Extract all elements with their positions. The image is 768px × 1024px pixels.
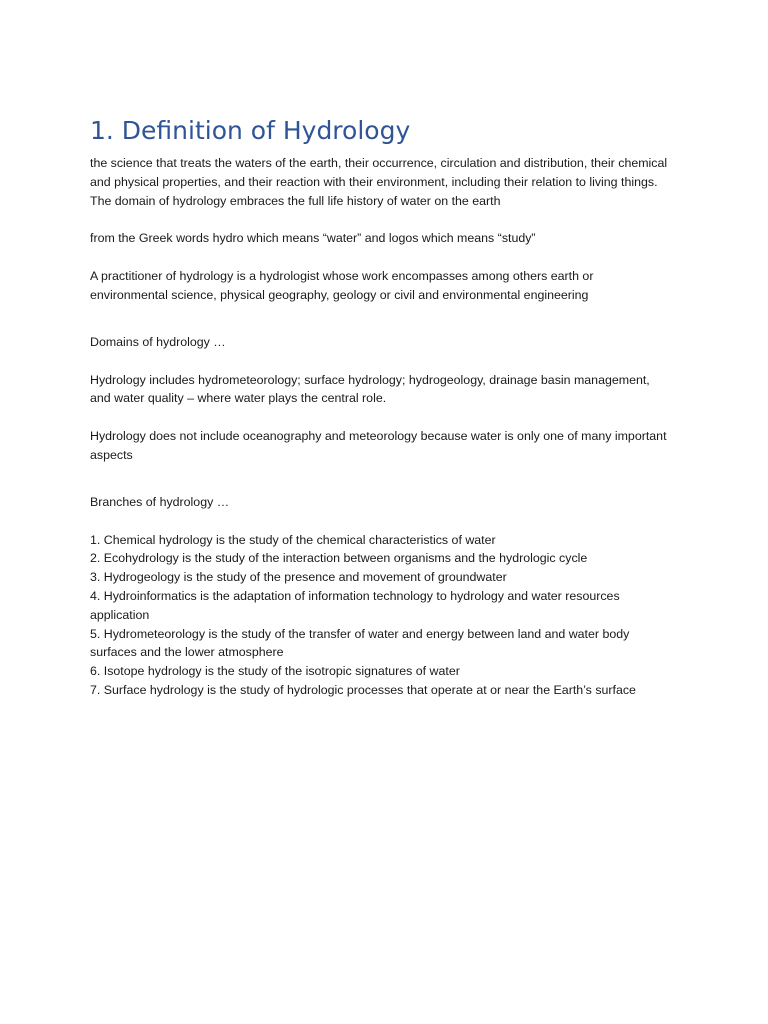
domains-excludes-paragraph: Hydrology does not include oceanography and meteorology because water is only one of many important aspects (90, 429, 667, 462)
branches-heading: Branches of hydrology … (90, 494, 230, 509)
list-item: 5. Hydrometeorology is the study of the transfer of water and energy between land and water body surfaces and the lower atmosphere (90, 626, 630, 660)
document-title: 1. Definition of Hydrology (90, 116, 411, 145)
branches-list (90, 531, 670, 700)
document-body (90, 114, 670, 700)
practitioner-paragraph: A practitioner of hydrology is a hydrologist whose work encompasses among others earth or environmental science, physical geography, geology or civil and environmental engineering (90, 269, 594, 302)
intro-paragraph: the science that treats the waters of the earth, their occurrence, circulation and distribution, their chemical and physical properties, and their reaction with their environment, including their relation to living things. The domain of hydrology embraces the full life history of water on the earth (90, 156, 668, 208)
list-item: 3. Hydrogeology is the study of the presence and movement of groundwater (90, 570, 507, 585)
domains-includes-paragraph: Hydrology includes hydrometeorology; surface hydrology; hydrogeology, drainage basin management, and water quality – where water plays the central role. (90, 372, 650, 406)
list-item: 1. Chemical hydrology is the study of the chemical characteristics of water (90, 532, 496, 547)
list-item: 7. Surface hydrology is the study of hydrologic processes that operate at or near the Earth’s surface (90, 682, 636, 697)
domains-heading: Domains of hydrology … (90, 334, 226, 349)
list-item: 6. Isotope hydrology is the study of the isotropic signatures of water (90, 664, 460, 679)
list-item: 4. Hydroinformatics is the adaptation of information technology to hydrology and water resources application (90, 588, 620, 622)
greek-origin-paragraph: from the Greek words hydro which means “water” and logos which means “study” (90, 231, 536, 246)
list-item: 2. Ecohydrology is the study of the interaction between organisms and the hydrologic cycle (90, 551, 588, 566)
